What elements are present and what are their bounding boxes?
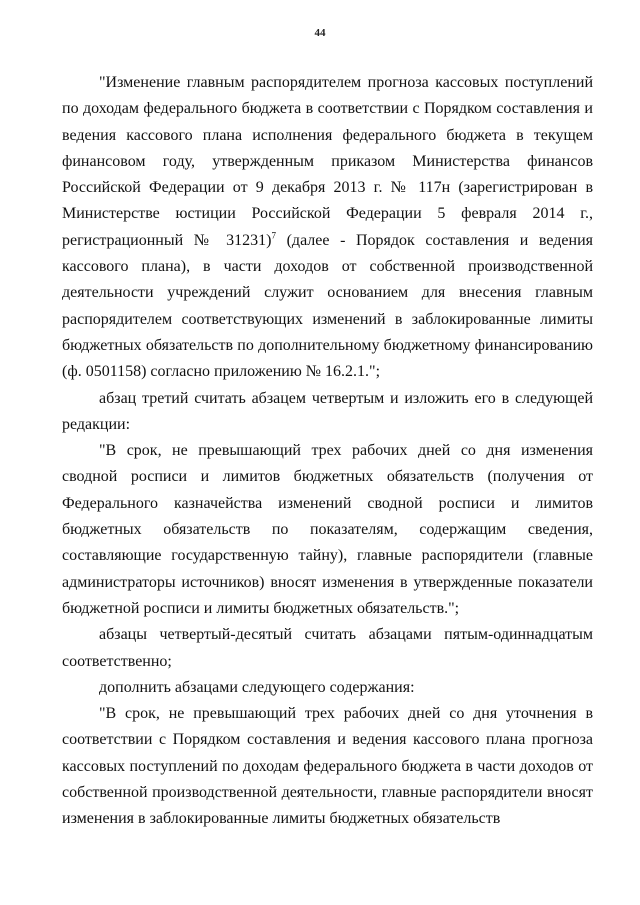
document-body — [62, 70, 593, 833]
footnote-marker: 7 — [271, 230, 277, 241]
paragraph-2: абзац третий считать абзацем четвертым и изложить его в следующей редакции: — [62, 389, 593, 433]
paragraph-4: абзацы четвертый-десятый считать абзацами пятым-одиннадцатым соответственно; — [62, 626, 593, 670]
page-number: 44 — [314, 27, 326, 39]
paragraph-1 — [62, 70, 593, 386]
paragraph-1-continuation: (далее - Порядок составления и ведения кассового плана), в части доходов от собственной производственной деятельности учреждений служит основанием для внесения главным распорядителем соответствующих изменений в заблокированные лимиты бюджетных обязательств по дополнительному бюджетному финансированию (ф. 0501158) согласно приложению № 16.2.1."; — [62, 231, 593, 381]
paragraph-5: дополнить абзацами следующего содержания: — [99, 678, 415, 696]
paragraph-6: "В срок, не превышающий трех рабочих дней со дня уточнения в соответствии с Порядком составления и ведения кассового плана прогноза кассовых поступлений по доходам федерального бюджета в части доходов от собственной производственной деятельности, главные распорядители вносят изменения в заблокированные лимиты бюджетных обязательств — [62, 705, 593, 828]
paragraph-1-text: "Изменение главным распорядителем прогноза кассовых поступлений по доходам федерального бюджета в соответствии с Порядком составления и ведения кассового плана исполнения федерального бюджета в текущем финансовом году, утвержденным приказом Министерства финансов Российской Федерации от 9 декабря 2013 г. № 117н (зарегистрирован в Министерстве юстиции Российской Федерации 5 февраля 2014 г., регистрационный № 31231) — [62, 74, 593, 249]
paragraph-3: "В срок, не превышающий трех рабочих дней со дня изменения сводной росписи и лимитов бюджетных обязательств (получения от Федерального казначейства изменений сводной росписи и лимитов бюджетных обязательств по показателям, содержащим сведения, составляющие государственную тайну), главные распорядители (главные администраторы источников) вносят изменения в утвержденные показатели бюджетной росписи и лимиты бюджетных обязательств."; — [62, 442, 593, 617]
